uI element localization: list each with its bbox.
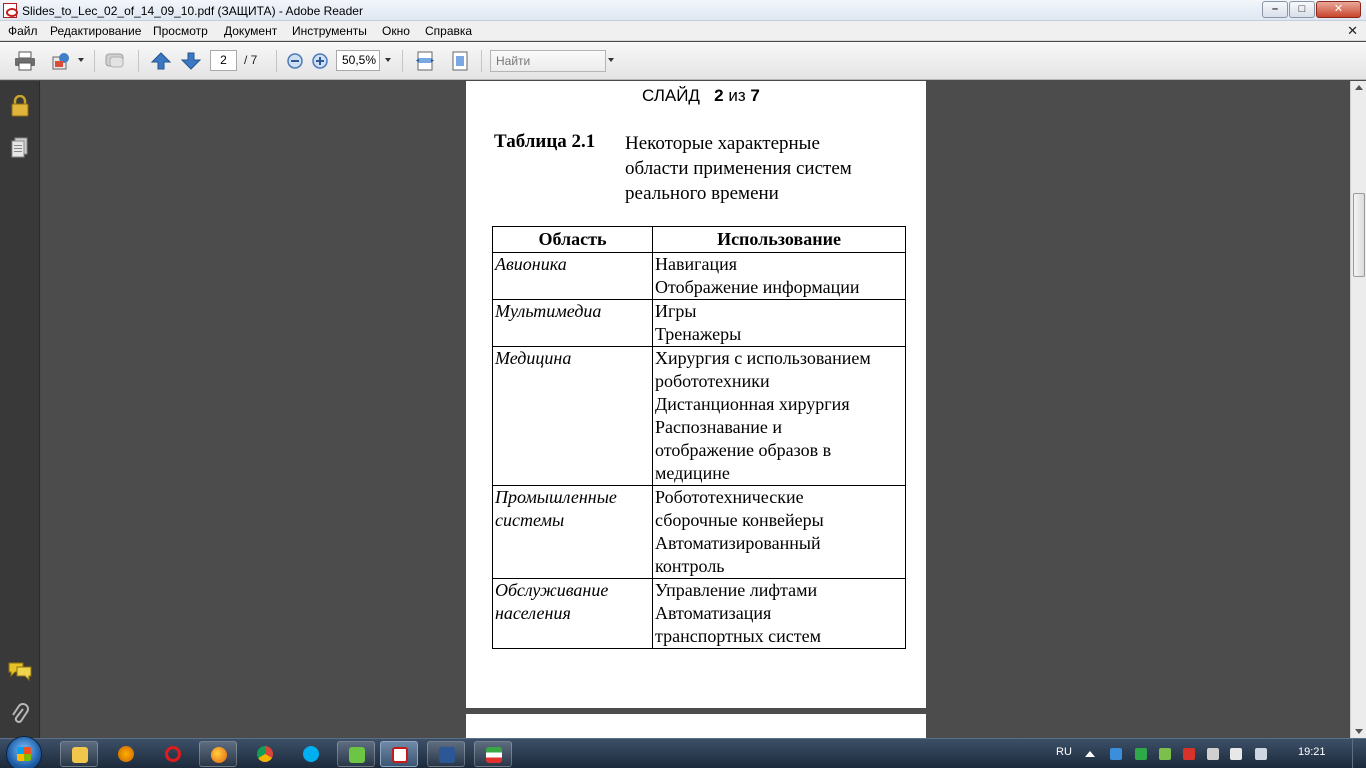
aimp-icon[interactable] [107,741,145,767]
fit-page-icon[interactable] [449,51,471,71]
usage-line: Робототехнические [655,487,804,507]
scroll-down-arrow[interactable] [1355,729,1363,734]
menu-view[interactable]: Просмотр [153,24,208,38]
start-button[interactable] [6,736,42,768]
menu-file[interactable]: Файл [8,24,38,38]
print-icon[interactable] [14,51,36,71]
slide-number: 2 [714,86,724,105]
next-pdf-page [466,714,926,738]
usage-line: контроль [655,556,725,576]
app-icon[interactable] [474,741,512,767]
lock-icon[interactable] [10,95,30,117]
slide-heading [642,86,760,106]
applications-table [492,226,906,649]
usage-line: Управление лифтами [655,580,818,600]
area-line: Медицина [495,348,572,368]
scroll-thumb[interactable] [1353,193,1365,277]
maximize-label: □ [1298,3,1306,15]
usage-line: сборочные конвейеры [655,510,824,530]
toolbar-separator [94,50,95,72]
pages-icon[interactable] [10,137,30,159]
minimize-label: – [1271,3,1279,15]
header-usage: Использование [653,227,906,253]
tray-device-icon[interactable] [1207,748,1219,760]
area-line: Промышленные [495,487,617,507]
navigation-panel [0,81,40,738]
zoom-out-icon[interactable] [285,51,307,71]
usage-line: Хирургия с использованием [655,348,871,368]
explorer-icon[interactable] [60,741,98,767]
area-cell [493,579,653,649]
menu-edit[interactable]: Редактирование [50,24,142,38]
volume-icon[interactable] [1255,748,1267,760]
show-desktop-button[interactable] [1352,739,1366,768]
language-indicator[interactable]: RU [1056,746,1072,758]
toolbar [0,42,1366,80]
tray-sync-icon[interactable] [1135,748,1147,760]
menu-window[interactable]: Окно [382,24,410,38]
table-caption-label: Таблица 2.1 [494,131,596,152]
tray-app-icon[interactable] [1110,748,1122,760]
next-page-icon[interactable] [180,51,202,71]
usage-cell [653,347,906,486]
usage-line: отображение образов в [655,440,832,460]
adobe-reader-icon[interactable] [380,741,418,767]
usage-line: Отображение информации [655,277,860,297]
area-line: Авионика [495,254,567,274]
usage-cell [653,253,906,300]
area-cell [493,253,653,300]
area-cell [493,300,653,347]
header-area: Область [493,227,653,253]
slide-total: 7 [750,86,760,105]
vertical-scrollbar[interactable] [1350,81,1366,738]
table-caption-text [625,131,915,206]
caption-line: Некоторые характерные [625,133,820,154]
usage-line: Распознавание и [655,417,782,437]
skype-icon[interactable] [292,741,330,767]
usage-line: Тренажеры [655,324,742,344]
toolbar-separator [402,50,403,72]
caption-line: реального времени [625,183,779,204]
share-dropdown-arrow[interactable] [78,58,84,62]
tray-monitor-icon[interactable] [1230,748,1242,760]
maximize-button[interactable] [1289,1,1315,18]
usage-line: Дистанционная хирургия [655,394,850,414]
attachments-icon[interactable] [10,703,30,727]
document-area[interactable] [41,81,1350,738]
area-line: Мультимедиа [495,301,602,321]
area-line: Обслуживание [495,580,609,600]
tray-security-icon[interactable] [1183,748,1195,760]
area-cell [493,347,653,486]
table-header-row [493,227,906,253]
toolbar-separator [276,50,277,72]
firefox-icon[interactable] [199,741,237,767]
share-icon[interactable] [50,51,72,71]
table-row [493,347,906,486]
window-title: Slides_to_Lec_02_of_14_09_10.pdf (ЗАЩИТА) - Adobe Reader [22,4,363,18]
zoom-dropdown-arrow[interactable] [385,58,391,62]
comment-icon[interactable] [104,51,126,71]
comments-icon[interactable] [8,661,32,681]
usage-line: Навигация [655,254,738,274]
taskbar [0,738,1366,768]
word-icon[interactable] [427,741,465,767]
pdf-page [466,81,926,708]
menu-tools[interactable]: Инструменты [292,24,367,38]
table-row [493,300,906,347]
usage-line: Автоматизация [655,603,772,623]
close-button[interactable] [1316,1,1361,18]
table-row [493,579,906,649]
show-hidden-icons-icon[interactable] [1085,751,1095,757]
usage-line: медицине [655,463,730,483]
area-line: населения [495,603,571,623]
utorrent-icon[interactable] [337,741,375,767]
slide-of: из [728,86,746,105]
toolbar-separator [138,50,139,72]
slide-label: СЛАЙД [642,86,700,105]
usage-cell [653,486,906,579]
scroll-up-arrow[interactable] [1355,85,1363,90]
area-cell [493,486,653,579]
table-row [493,486,906,579]
usage-line: Автоматизированный [655,533,821,553]
adobe-reader-app-icon [3,3,17,18]
close-document-button[interactable]: ✕ [1347,23,1358,38]
prev-page-icon[interactable] [150,51,172,71]
usage-line: Игры [655,301,697,321]
zoom-input[interactable]: 50,5% [336,50,380,71]
usage-line: робототехники [655,371,770,391]
menu-bar [0,21,1366,41]
opera-icon[interactable] [154,741,192,767]
caption-line: области применения систем [625,158,852,179]
toolbar-separator [481,50,482,72]
usage-cell [653,300,906,347]
table-row [493,253,906,300]
area-line: системы [495,510,565,530]
zoom-in-icon[interactable] [310,51,332,71]
minimize-button[interactable] [1262,1,1288,18]
page-total: / 7 [244,53,258,67]
close-label: ✕ [1333,3,1344,15]
clock[interactable]: 19:21 [1298,746,1326,758]
usage-cell [653,579,906,649]
title-bar [0,0,1366,21]
find-input[interactable]: Найти [490,50,606,72]
menu-help[interactable]: Справка [425,24,473,38]
tray-network-icon[interactable] [1159,748,1171,760]
fit-width-icon[interactable] [414,51,436,71]
chrome-icon[interactable] [246,741,284,767]
page-number-input[interactable]: 2 [210,50,237,71]
usage-line: транспортных систем [655,626,822,646]
menu-document[interactable]: Документ [224,24,278,38]
find-dropdown-arrow[interactable] [608,58,614,62]
